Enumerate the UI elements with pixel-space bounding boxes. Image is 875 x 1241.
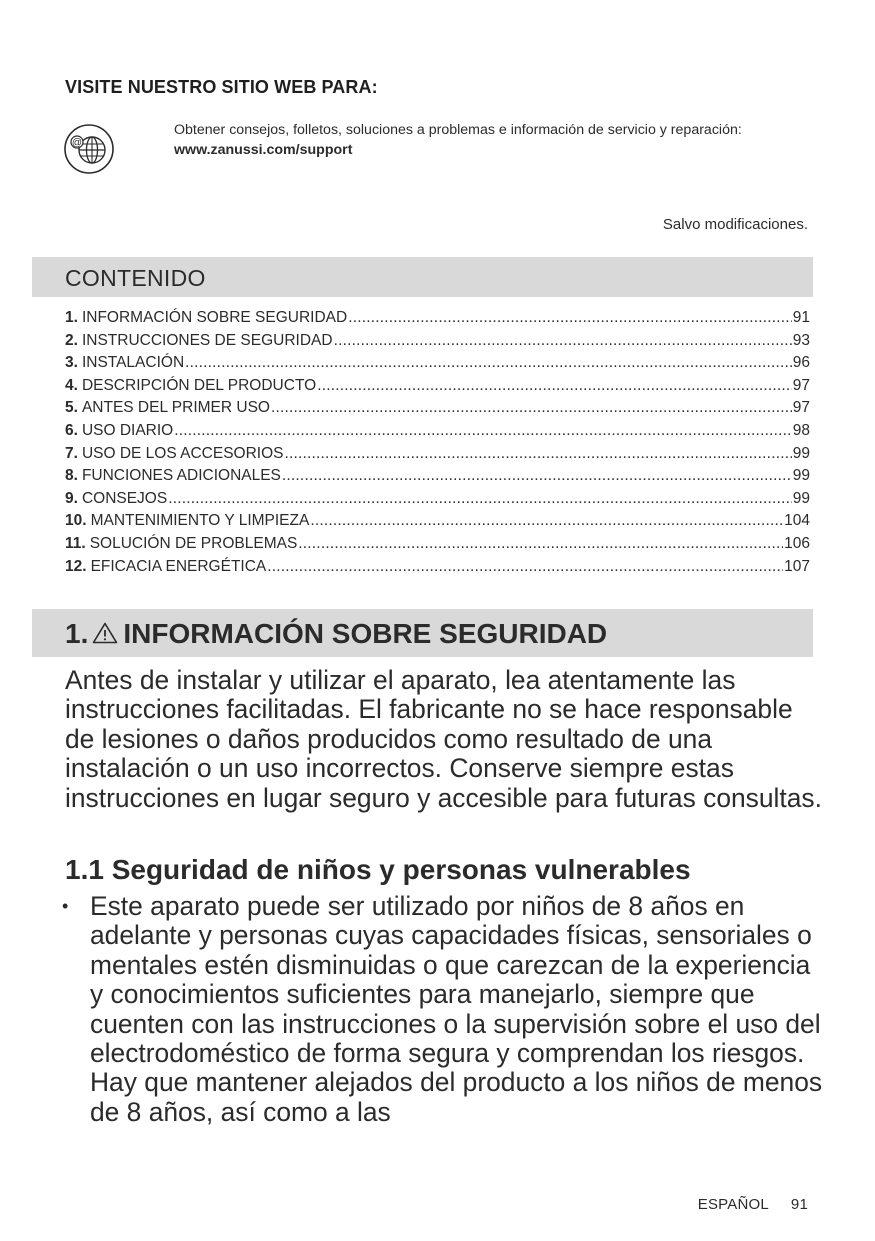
toc-dot-leader — [185, 352, 792, 375]
toc-item[interactable] — [65, 510, 810, 533]
toc-item-number: 2. — [65, 331, 78, 349]
page-footer — [698, 1196, 808, 1213]
bullet-text: Este aparato puede ser utilizado por niños de 8 años en adelante y personas cuyas capacidades físicas, sensoriales o mentales estén disminuidas o que carezcan de la experiencia y conocimientos suficientes para manejarlo, siempre que cuenten con las instrucciones o la supervisión sobre el uso del electrodoméstico de forma segura y comprendan los riesgos. Hay que mantener alejados del producto a los niños de menos de 8 años, así como a las — [90, 891, 823, 1127]
toc-item[interactable] — [65, 533, 810, 556]
list-item — [62, 891, 825, 1127]
toc-item-page: 99 — [792, 467, 810, 485]
toc-dot-leader — [348, 307, 792, 330]
toc-item-label: FUNCIONES ADICIONALES — [81, 467, 281, 485]
toc-dot-leader — [267, 556, 783, 579]
toc-item-page: 107 — [784, 557, 810, 575]
toc-item-number: 5. — [65, 399, 78, 417]
toc-item-page: 97 — [792, 376, 810, 394]
toc-dot-leader — [285, 443, 792, 466]
toc-item[interactable] — [65, 397, 810, 420]
toc-dot-leader — [271, 397, 792, 420]
toc-dot-leader — [174, 420, 792, 443]
toc-item-page: 99 — [792, 489, 810, 507]
visit-website-heading: VISITE NUESTRO SITIO WEB PARA: — [65, 77, 378, 97]
toc-item-label: INFORMACIÓN SOBRE SEGURIDAD — [81, 309, 348, 326]
subsection-heading: 1.1 Seguridad de niños y personas vulnerables — [65, 854, 691, 885]
toc-item-number: 7. — [65, 444, 78, 462]
toc-item-number: 11. — [65, 534, 86, 552]
section-title — [65, 618, 607, 650]
toc-item-label: DESCRIPCIÓN DEL PRODUCTO — [81, 376, 317, 394]
toc-item-page: 91 — [792, 309, 810, 326]
toc-item-number: 8. — [65, 467, 78, 485]
toc-item[interactable] — [65, 420, 810, 443]
toc-item-page: 98 — [792, 421, 810, 439]
toc-item[interactable] — [65, 465, 810, 488]
footer-language: ESPAÑOL — [697, 1196, 769, 1213]
toc-item[interactable] — [65, 375, 810, 398]
section-header-bar — [32, 609, 813, 657]
toc-item-page: 93 — [792, 331, 810, 349]
toc-item-label: USO DE LOS ACCESORIOS — [81, 444, 284, 462]
toc-item-page: 96 — [792, 354, 810, 372]
toc-title: CONTENIDO — [65, 265, 206, 291]
toc-item-label: CONSEJOS — [81, 489, 168, 507]
toc-dot-leader — [317, 375, 792, 398]
modification-notice: Salvo modificaciones. — [662, 216, 808, 233]
toc-dot-leader — [168, 488, 792, 511]
toc-item-page: 97 — [792, 399, 810, 417]
support-url[interactable]: www.zanussi.com/support — [174, 141, 353, 158]
toc-item-number: 6. — [65, 421, 78, 439]
toc-item-label: EFICACIA ENERGÉTICA — [90, 557, 267, 575]
toc-dot-leader — [310, 510, 783, 533]
table-of-contents — [65, 307, 810, 578]
toc-item-number: 12. — [65, 557, 87, 575]
bullet-icon: • — [62, 896, 69, 916]
toc-item-page: 106 — [784, 534, 810, 552]
toc-item-number: 10. — [65, 512, 87, 530]
toc-item-label: INSTRUCCIONES DE SEGURIDAD — [81, 331, 333, 349]
toc-item-number: 4. — [65, 376, 78, 394]
toc-item[interactable] — [65, 488, 810, 511]
toc-item-number: 1. — [65, 309, 78, 326]
toc-item-label: SOLUCIÓN DE PROBLEMAS — [89, 534, 298, 552]
toc-item-page: 104 — [784, 512, 810, 530]
toc-dot-leader — [282, 465, 792, 488]
section-number: 1. — [65, 618, 89, 649]
toc-item[interactable] — [65, 307, 810, 330]
support-description: Obtener consejos, folletos, soluciones a problemas e información de servicio y reparación: — [174, 122, 742, 138]
toc-dot-leader — [298, 533, 783, 556]
footer-page-number: 91 — [790, 1196, 808, 1213]
safety-bullet-list — [62, 891, 825, 1127]
toc-item[interactable] — [65, 556, 810, 579]
toc-item-number: 3. — [65, 354, 78, 372]
globe-at-icon — [63, 123, 115, 175]
toc-item-label: MANTENIMIENTO Y LIMPIEZA — [90, 512, 310, 530]
toc-item-label: USO DIARIO — [81, 421, 174, 439]
warning-triangle-icon — [92, 622, 118, 644]
toc-item[interactable] — [65, 443, 810, 466]
section-title-text: INFORMACIÓN SOBRE SEGURIDAD — [123, 618, 608, 649]
support-info — [174, 121, 794, 160]
toc-item-label: INSTALACIÓN — [81, 354, 185, 372]
safety-intro-paragraph: Antes de instalar y utilizar el aparato, lea atentamente las instrucciones facilitadas. El fabricante no se hace responsable de lesiones o daños producidos como resultado de una instalación o un uso incorrectos. Conserve siempre estas instrucciones en lugar seguro y accesible para futuras consultas. — [65, 665, 822, 813]
toc-item[interactable] — [65, 352, 810, 375]
toc-item-label: ANTES DEL PRIMER USO — [81, 399, 270, 417]
svg-text:@: @ — [71, 137, 83, 149]
toc-dot-leader — [334, 330, 792, 353]
toc-item-page: 99 — [792, 444, 810, 462]
toc-header-bar — [32, 257, 813, 297]
toc-item[interactable] — [65, 330, 810, 353]
toc-item-number: 9. — [65, 489, 78, 507]
